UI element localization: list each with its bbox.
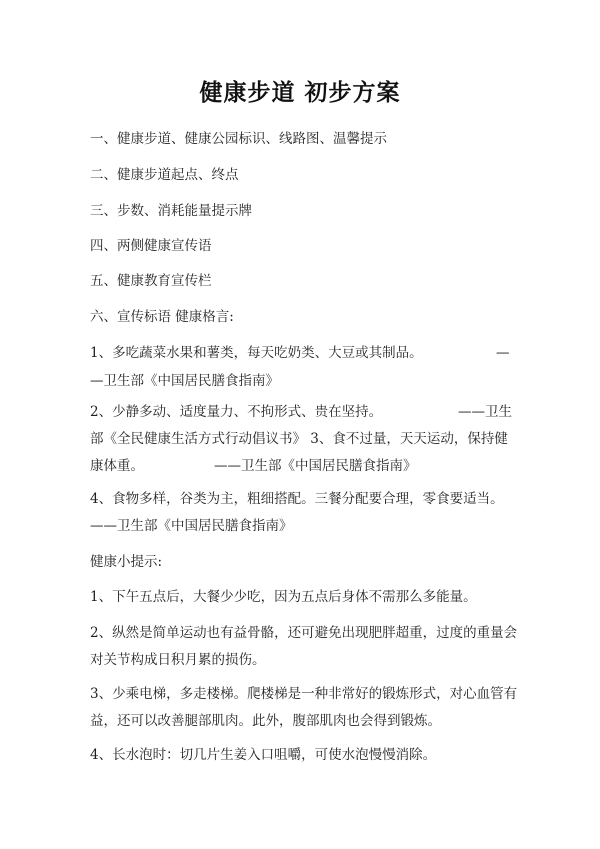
list-item: 四、两侧健康宣传语 [90, 238, 212, 254]
document-title: 健康步道 初步方案 [199, 80, 401, 106]
list-item: 五、健康教育宣传栏 [90, 273, 212, 289]
motto-2-source-line: 部《全民健康生活方式行动倡议书》 3、食不过量，天天运动，保持健 [90, 431, 508, 447]
list-item: 二、健康步道起点、终点 [90, 167, 239, 183]
motto-4-text: 4、食物多样，谷类为主，粗细搭配。三餐分配要合理，零食要适当。 [90, 491, 504, 507]
tip-4: 4、长水泡时：切几片生姜入口咀嚼，可使水泡慢慢消除。 [90, 747, 437, 763]
tips-heading: 健康小提示: [90, 554, 163, 570]
tip-2-line-1: 2、纵然是简单运动也有益骨骼，还可避免出现肥胖超重，过度的重量会 [90, 625, 518, 641]
motto-1-dash: — [496, 345, 510, 361]
tip-2-line-2: 对关节构成日积月累的损伤。 [90, 652, 266, 668]
motto-3-end: 康体重。 [90, 458, 144, 474]
motto-2-text: 2、少静多动、适度量力、不拘形式、贵在坚持。 [90, 404, 383, 420]
motto-1-text: 1、多吃蔬菜水果和薯类，每天吃奶类、大豆或其制品。 [90, 345, 423, 361]
list-item: 三、步数、消耗能量提示牌 [90, 203, 252, 219]
motto-4-source: ——卫生部《中国居民膳食指南》 [90, 518, 293, 534]
tip-1: 1、下午五点后，大餐少少吃，因为五点后身体不需那么多能量。 [90, 589, 477, 605]
tip-3-line-1: 3、少乘电梯，多走楼梯。爬楼梯是一种非常好的锻炼形式，对心血管有 [90, 686, 518, 702]
tip-3-line-2: 益，还可以改善腿部肌肉。此外，腹部肌肉也会得到锻炼。 [90, 713, 441, 729]
list-item: 一、健康步道、健康公园标识、线路图、温馨提示 [90, 131, 387, 147]
motto-3-source: ——卫生部《中国居民膳食指南》 [214, 458, 417, 474]
list-item: 六、宣传标语 健康格言: [90, 309, 234, 325]
motto-1-source: —卫生部《中国居民膳食指南》 [90, 373, 279, 389]
motto-2-dash: ——卫生 [458, 404, 512, 420]
